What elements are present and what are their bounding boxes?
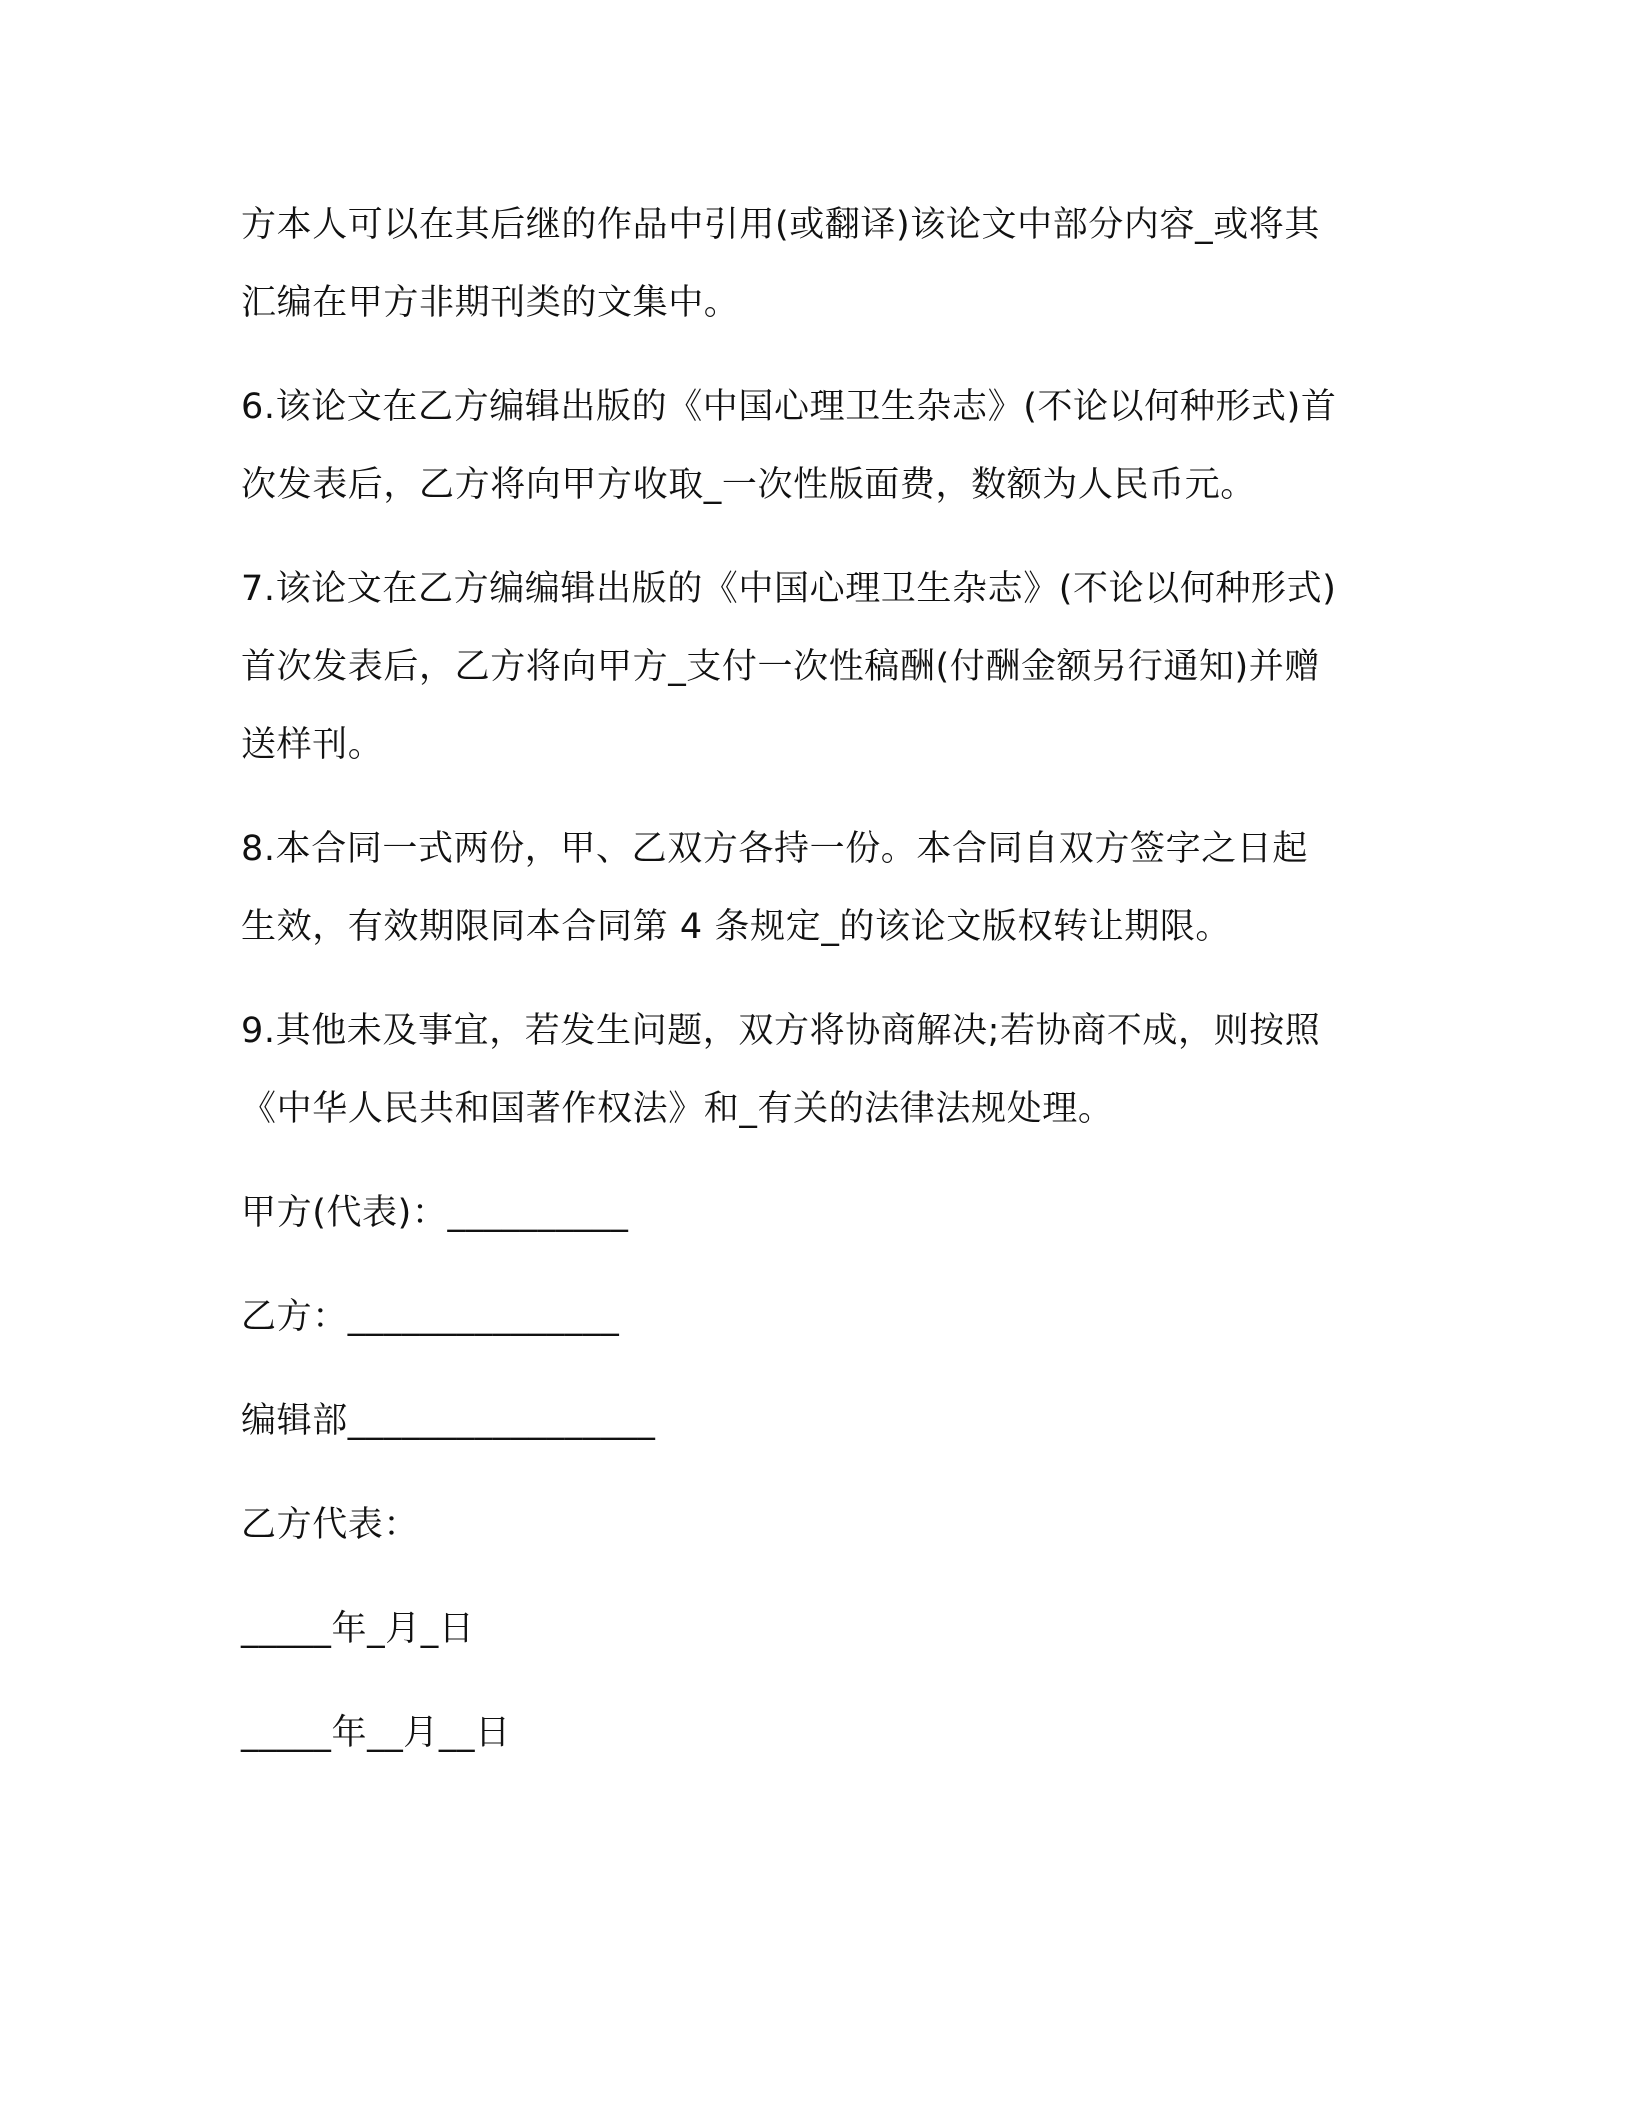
- text-line: 送样刊。: [241, 725, 384, 765]
- clause-9: [241, 992, 1391, 1148]
- date-line-1: _____年_月_日: [241, 1609, 475, 1649]
- party-a-signature-line: 甲方(代表)：__________: [241, 1193, 629, 1233]
- clause-8: [241, 810, 1391, 966]
- clause-7: [241, 550, 1391, 784]
- text-line: 生效，有效期限同本合同第 4 条规定_的该论文版权转让期限。: [241, 907, 1232, 947]
- clause-6: [241, 368, 1391, 524]
- document-body: [241, 186, 1391, 1798]
- text-line: 《中华人民共和国著作权法》和_有关的法律法规处理。: [241, 1089, 1114, 1129]
- text-line: 7.该论文在乙方编编辑出版的《中国心理卫生杂志》(不论以何种形式): [241, 569, 1337, 609]
- text-line: 汇编在甲方非期刊类的文集中。: [241, 283, 740, 323]
- text-line: 次发表后，乙方将向甲方收取_一次性版面费，数额为人民币元。: [241, 465, 1256, 505]
- text-line: 6.该论文在乙方编辑出版的《中国心理卫生杂志》(不论以何种形式)首: [241, 387, 1337, 427]
- clause-5-continuation: [241, 186, 1391, 342]
- party-b-signature-line: 乙方：_______________: [241, 1297, 620, 1337]
- date-line-2: _____年__月__日: [241, 1713, 511, 1753]
- party-b-representative-line: 乙方代表：: [241, 1505, 420, 1545]
- editorial-signature-line: 编辑部_________________: [241, 1401, 656, 1441]
- text-line: 8.本合同一式两份，甲、乙双方各持一份。本合同自双方签字之日起: [241, 829, 1308, 869]
- text-line: 首次发表后，乙方将向甲方_支付一次性稿酬(付酬金额另行通知)并赠: [241, 647, 1321, 687]
- text-line: 9.其他未及事宜，若发生问题，双方将协商解决;若协商不成，则按照: [241, 1011, 1321, 1051]
- text-line: 方本人可以在其后继的作品中引用(或翻译)该论文中部分内容_或将其: [241, 205, 1321, 245]
